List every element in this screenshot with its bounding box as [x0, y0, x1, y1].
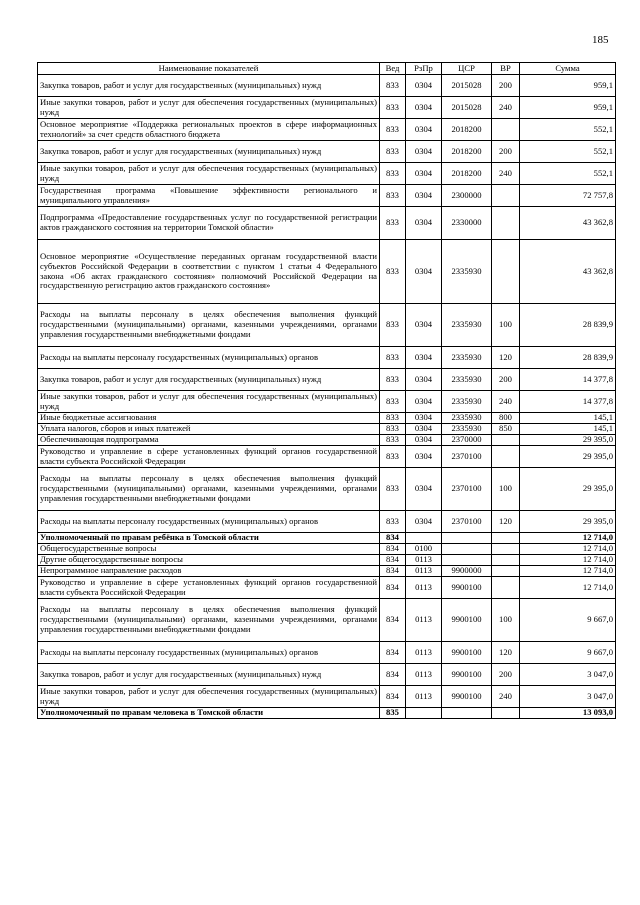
row-sum-cell: 959,1: [520, 75, 616, 97]
table-row: [38, 708, 616, 719]
row-sum-cell: 145,1: [520, 424, 616, 435]
row-csr-cell: [442, 555, 492, 566]
page-number: 185: [592, 34, 609, 46]
row-rzpr-cell: 0304: [406, 446, 442, 468]
row-ved-cell: 835: [380, 708, 406, 719]
row-sum-cell: 14 377,8: [520, 369, 616, 391]
row-name-cell: Расходы на выплаты персоналу государственных (муниципальных) органов: [38, 511, 380, 533]
row-name-cell: Иные закупки товаров, работ и услуг для обеспечения государственных (муниципальных) нужд: [38, 97, 380, 119]
table-row: [38, 468, 616, 511]
row-name-cell: Основное мероприятие «Осуществление переданных органам государственной власти субъектов Российской Федерации в соответствии с пунктом 1 статьи 4 Федерального закона «Об актах гражданского состояния» полномочий Российской Федерации на государственную регистрацию актов гражданского состояния»: [38, 240, 380, 304]
row-sum-cell: 9 667,0: [520, 599, 616, 642]
row-ved-cell: 833: [380, 413, 406, 424]
row-ved-cell: 833: [380, 446, 406, 468]
row-vr-cell: [492, 435, 520, 446]
table-row: [38, 446, 616, 468]
table-row: [38, 511, 616, 533]
row-sum-cell: 552,1: [520, 141, 616, 163]
table-row: [38, 207, 616, 240]
table-row: [38, 642, 616, 664]
row-ved-cell: 833: [380, 240, 406, 304]
row-rzpr-cell: 0304: [406, 511, 442, 533]
row-ved-cell: 833: [380, 435, 406, 446]
row-ved-cell: 834: [380, 664, 406, 686]
table-row: [38, 97, 616, 119]
row-name-cell: Уполномоченный по правам человека в Томской области: [38, 708, 380, 719]
row-vr-cell: 200: [492, 664, 520, 686]
table-row: [38, 369, 616, 391]
table-row: [38, 347, 616, 369]
row-sum-cell: 14 377,8: [520, 391, 616, 413]
row-rzpr-cell: 0304: [406, 207, 442, 240]
row-name-cell: Основное мероприятие «Поддержка региональных проектов в сфере информационных технологий» за счет средств областного бюджета: [38, 119, 380, 141]
row-vr-cell: [492, 566, 520, 577]
row-name-cell: Расходы на выплаты персоналу в целях обеспечения выполнения функций государственными (муниципальными) органами, казенными учреждениями, органами управления государственными внебюджетными фондами: [38, 468, 380, 511]
column-header-vr: ВР: [492, 63, 520, 75]
row-csr-cell: 2018200: [442, 119, 492, 141]
row-csr-cell: 9900100: [442, 686, 492, 708]
row-ved-cell: 834: [380, 566, 406, 577]
row-vr-cell: 200: [492, 369, 520, 391]
row-rzpr-cell: 0304: [406, 304, 442, 347]
row-rzpr-cell: 0100: [406, 544, 442, 555]
row-csr-cell: 9900000: [442, 566, 492, 577]
row-ved-cell: 833: [380, 468, 406, 511]
row-name-cell: Общегосударственные вопросы: [38, 544, 380, 555]
row-ved-cell: 834: [380, 577, 406, 599]
row-csr-cell: 9900100: [442, 577, 492, 599]
row-vr-cell: [492, 185, 520, 207]
row-csr-cell: 2335930: [442, 369, 492, 391]
row-ved-cell: 833: [380, 511, 406, 533]
row-name-cell: Иные закупки товаров, работ и услуг для обеспечения государственных (муниципальных) нужд: [38, 163, 380, 185]
row-csr-cell: 2335930: [442, 240, 492, 304]
row-name-cell: Руководство и управление в сфере установленных функций органов государственной власти субъекта Российской Федерации: [38, 446, 380, 468]
row-vr-cell: 240: [492, 97, 520, 119]
row-rzpr-cell: 0304: [406, 185, 442, 207]
row-name-cell: Иные бюджетные ассигнования: [38, 413, 380, 424]
row-ved-cell: 833: [380, 163, 406, 185]
table-row: [38, 533, 616, 544]
row-sum-cell: 29 395,0: [520, 446, 616, 468]
row-name-cell: Уполномоченный по правам ребёнка в Томской области: [38, 533, 380, 544]
row-csr-cell: 9900100: [442, 599, 492, 642]
row-ved-cell: 833: [380, 424, 406, 435]
table-row: [38, 566, 616, 577]
row-vr-cell: 100: [492, 468, 520, 511]
row-rzpr-cell: 0304: [406, 97, 442, 119]
row-csr-cell: 2370000: [442, 435, 492, 446]
row-csr-cell: [442, 544, 492, 555]
table-row: [38, 599, 616, 642]
row-name-cell: Расходы на выплаты персоналу в целях обеспечения выполнения функций государственными (муниципальными) органами, казенными учреждениями, органами управления государственными внебюджетными фондами: [38, 599, 380, 642]
row-rzpr-cell: 0113: [406, 664, 442, 686]
row-vr-cell: [492, 708, 520, 719]
row-name-cell: Подпрограмма «Предоставление государственных услуг по государственной регистрации актов гражданского состояния на территории Томской области»: [38, 207, 380, 240]
row-vr-cell: 200: [492, 75, 520, 97]
row-name-cell: Закупка товаров, работ и услуг для государственных (муниципальных) нужд: [38, 141, 380, 163]
row-sum-cell: 552,1: [520, 163, 616, 185]
row-ved-cell: 833: [380, 304, 406, 347]
row-ved-cell: 833: [380, 391, 406, 413]
row-sum-cell: 12 714,0: [520, 577, 616, 599]
row-rzpr-cell: 0304: [406, 75, 442, 97]
row-vr-cell: [492, 240, 520, 304]
row-vr-cell: 120: [492, 511, 520, 533]
row-ved-cell: 833: [380, 207, 406, 240]
table-row: [38, 435, 616, 446]
row-csr-cell: [442, 708, 492, 719]
row-csr-cell: 2018200: [442, 141, 492, 163]
row-rzpr-cell: 0304: [406, 369, 442, 391]
table-row: [38, 163, 616, 185]
row-name-cell: Иные закупки товаров, работ и услуг для обеспечения государственных (муниципальных) нужд: [38, 391, 380, 413]
row-vr-cell: 120: [492, 347, 520, 369]
row-vr-cell: [492, 577, 520, 599]
row-rzpr-cell: 0304: [406, 141, 442, 163]
row-sum-cell: 13 093,0: [520, 708, 616, 719]
row-ved-cell: 834: [380, 544, 406, 555]
row-name-cell: Расходы на выплаты персоналу в целях обеспечения выполнения функций государственными (муниципальными) органами, казенными учреждениями, органами управления государственными внебюджетными фондами: [38, 304, 380, 347]
row-rzpr-cell: 0304: [406, 435, 442, 446]
row-vr-cell: 240: [492, 391, 520, 413]
row-sum-cell: 12 714,0: [520, 555, 616, 566]
row-csr-cell: 2018200: [442, 163, 492, 185]
row-vr-cell: [492, 446, 520, 468]
row-name-cell: Расходы на выплаты персоналу государственных (муниципальных) органов: [38, 642, 380, 664]
row-ved-cell: 833: [380, 141, 406, 163]
row-name-cell: Непрограммное направление расходов: [38, 566, 380, 577]
row-csr-cell: 9900100: [442, 664, 492, 686]
column-header-ved: Вед: [380, 63, 406, 75]
table-row: [38, 424, 616, 435]
row-csr-cell: 2335930: [442, 391, 492, 413]
table-body: [38, 75, 616, 719]
row-name-cell: Закупка товаров, работ и услуг для государственных (муниципальных) нужд: [38, 75, 380, 97]
row-name-cell: Другие общегосударственные вопросы: [38, 555, 380, 566]
row-csr-cell: 2015028: [442, 75, 492, 97]
row-rzpr-cell: [406, 533, 442, 544]
row-csr-cell: 2335930: [442, 413, 492, 424]
row-sum-cell: 145,1: [520, 413, 616, 424]
row-csr-cell: 2015028: [442, 97, 492, 119]
row-vr-cell: 100: [492, 599, 520, 642]
row-ved-cell: 834: [380, 599, 406, 642]
row-rzpr-cell: 0304: [406, 163, 442, 185]
row-csr-cell: 2300000: [442, 185, 492, 207]
row-csr-cell: [442, 533, 492, 544]
row-sum-cell: 12 714,0: [520, 566, 616, 577]
row-rzpr-cell: 0304: [406, 347, 442, 369]
row-vr-cell: [492, 207, 520, 240]
row-ved-cell: 834: [380, 533, 406, 544]
row-vr-cell: [492, 119, 520, 141]
row-sum-cell: 29 395,0: [520, 468, 616, 511]
row-sum-cell: 552,1: [520, 119, 616, 141]
row-name-cell: Закупка товаров, работ и услуг для государственных (муниципальных) нужд: [38, 664, 380, 686]
row-csr-cell: 2370100: [442, 446, 492, 468]
row-csr-cell: 2335930: [442, 424, 492, 435]
row-sum-cell: 29 395,0: [520, 511, 616, 533]
row-sum-cell: 12 714,0: [520, 544, 616, 555]
column-header-rzpr: РзПр: [406, 63, 442, 75]
row-ved-cell: 834: [380, 686, 406, 708]
row-sum-cell: 28 839,9: [520, 347, 616, 369]
row-name-cell: Обеспечивающая подпрограмма: [38, 435, 380, 446]
row-name-cell: Закупка товаров, работ и услуг для государственных (муниципальных) нужд: [38, 369, 380, 391]
row-sum-cell: 29 395,0: [520, 435, 616, 446]
row-rzpr-cell: 0304: [406, 413, 442, 424]
table-row: [38, 119, 616, 141]
table-row: [38, 141, 616, 163]
row-sum-cell: 72 757,8: [520, 185, 616, 207]
row-vr-cell: 240: [492, 686, 520, 708]
row-ved-cell: 834: [380, 642, 406, 664]
row-rzpr-cell: 0304: [406, 424, 442, 435]
row-csr-cell: 2370100: [442, 511, 492, 533]
table-row: [38, 686, 616, 708]
row-rzpr-cell: 0304: [406, 119, 442, 141]
table-row: [38, 544, 616, 555]
row-name-cell: Уплата налогов, сборов и иных платежей: [38, 424, 380, 435]
row-vr-cell: 240: [492, 163, 520, 185]
table-row: [38, 185, 616, 207]
row-name-cell: Расходы на выплаты персоналу государственных (муниципальных) органов: [38, 347, 380, 369]
row-rzpr-cell: 0113: [406, 566, 442, 577]
row-name-cell: Иные закупки товаров, работ и услуг для обеспечения государственных (муниципальных) нужд: [38, 686, 380, 708]
row-csr-cell: 2335930: [442, 347, 492, 369]
table-header-row: [38, 63, 616, 75]
row-rzpr-cell: 0113: [406, 686, 442, 708]
table-row: [38, 391, 616, 413]
table-row: [38, 413, 616, 424]
row-vr-cell: [492, 555, 520, 566]
column-header-name: Наименование показателей: [38, 63, 380, 75]
row-rzpr-cell: 0304: [406, 240, 442, 304]
row-ved-cell: 833: [380, 347, 406, 369]
row-sum-cell: 3 047,0: [520, 686, 616, 708]
row-ved-cell: 833: [380, 185, 406, 207]
row-rzpr-cell: [406, 708, 442, 719]
row-rzpr-cell: 0113: [406, 555, 442, 566]
row-vr-cell: 100: [492, 304, 520, 347]
row-vr-cell: 120: [492, 642, 520, 664]
row-rzpr-cell: 0304: [406, 391, 442, 413]
row-sum-cell: 12 714,0: [520, 533, 616, 544]
row-sum-cell: 43 362,8: [520, 240, 616, 304]
row-sum-cell: 959,1: [520, 97, 616, 119]
row-vr-cell: [492, 544, 520, 555]
row-ved-cell: 833: [380, 97, 406, 119]
row-ved-cell: 833: [380, 119, 406, 141]
row-sum-cell: 28 839,9: [520, 304, 616, 347]
column-header-sum: Сумма: [520, 63, 616, 75]
row-vr-cell: 850: [492, 424, 520, 435]
row-ved-cell: 834: [380, 555, 406, 566]
row-sum-cell: 43 362,8: [520, 207, 616, 240]
budget-table: [37, 62, 616, 719]
row-csr-cell: 9900100: [442, 642, 492, 664]
row-name-cell: Государственная программа «Повышение эффективности регионального и муниципального управления»: [38, 185, 380, 207]
row-rzpr-cell: 0113: [406, 599, 442, 642]
row-rzpr-cell: 0113: [406, 642, 442, 664]
row-ved-cell: 833: [380, 75, 406, 97]
row-vr-cell: 800: [492, 413, 520, 424]
table-row: [38, 75, 616, 97]
row-sum-cell: 3 047,0: [520, 664, 616, 686]
row-sum-cell: 9 667,0: [520, 642, 616, 664]
table-row: [38, 240, 616, 304]
row-rzpr-cell: 0113: [406, 577, 442, 599]
row-csr-cell: 2370100: [442, 468, 492, 511]
table-row: [38, 577, 616, 599]
row-rzpr-cell: 0304: [406, 468, 442, 511]
row-csr-cell: 2335930: [442, 304, 492, 347]
row-name-cell: Руководство и управление в сфере установленных функций органов государственной власти субъекта Российской Федерации: [38, 577, 380, 599]
table-row: [38, 664, 616, 686]
row-vr-cell: 200: [492, 141, 520, 163]
row-csr-cell: 2330000: [442, 207, 492, 240]
table-row: [38, 555, 616, 566]
column-header-csr: ЦСР: [442, 63, 492, 75]
table-row: [38, 304, 616, 347]
row-vr-cell: [492, 533, 520, 544]
row-ved-cell: 833: [380, 369, 406, 391]
